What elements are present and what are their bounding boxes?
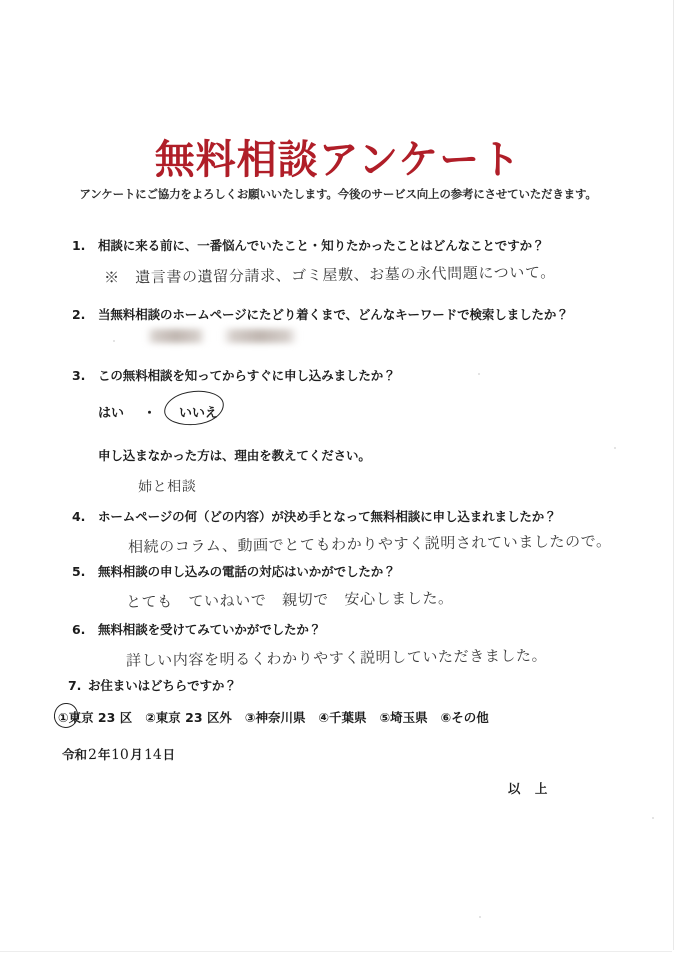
choice-separator: ・ — [143, 406, 157, 421]
question-1-text: 相談に来る前に、一番悩んでいたこと・知りたかったことはどんなことですか？ — [98, 238, 545, 253]
option-chiba[interactable] — [318, 708, 366, 726]
option-kanagawa[interactable] — [245, 708, 306, 726]
scan-speck — [652, 817, 654, 819]
date-day-value: 14 — [143, 746, 162, 764]
scan-speck — [614, 447, 616, 449]
page-subtitle: アンケートにご協力をよろしくお願いいたします。今後のサービス向上の参考にさせていただきます。 — [79, 187, 597, 201]
question-2-text: 当無料相談のホームページにたどり着くまで、どんなキーワードで検索しましたか？ — [98, 307, 569, 322]
question-6 — [72, 620, 321, 638]
question-6-answer: 詳しい内容を明るくわかりやすく説明していただきました。 — [125, 646, 548, 670]
option-label: ⑥その他 — [440, 710, 489, 725]
question-3-answer: 姉と相談 — [137, 478, 197, 496]
question-1-number: 1. — [72, 238, 86, 253]
question-2-number: 2. — [72, 307, 86, 322]
question-7-number: 7. — [68, 678, 82, 693]
question-4-text: ホームページの何（どの内容）が決め手となって無料相談に申し込まれましたか？ — [98, 509, 557, 524]
question-5-text: 無料相談の申し込みの電話の対応はいかがでしたか？ — [98, 564, 396, 579]
option-label: ①東京 23 区 — [58, 710, 133, 725]
date-line — [62, 745, 175, 763]
redaction-block — [146, 329, 206, 343]
scan-speck — [478, 373, 480, 375]
closing-mark: 以 上 — [508, 781, 553, 796]
scan-speck — [479, 916, 481, 918]
page-title: 無料相談アンケート — [154, 137, 522, 183]
date-day-unit: 日 — [162, 747, 176, 762]
question-4-answer: 相続のコラム、動画でとてもわかりやすく説明されていましたので。 — [127, 532, 612, 556]
question-7-options — [58, 708, 489, 726]
choice-no-label: いいえ — [179, 406, 219, 421]
option-tokyo-outside-23ku[interactable] — [145, 708, 232, 726]
option-label: ②東京 23 区外 — [145, 710, 232, 725]
question-2 — [72, 305, 569, 323]
option-other[interactable] — [441, 708, 489, 726]
question-3-number: 3. — [72, 368, 86, 383]
question-7-text: お住まいはどちらですか？ — [88, 678, 237, 693]
date-year-value: 2 — [87, 746, 98, 764]
question-2-answer-redacted — [146, 329, 298, 343]
option-label: ⑤埼玉県 — [379, 710, 428, 725]
question-1-answer: ※ 遺言書の遺留分請求、ゴミ屋敷、お墓の永代問題について。 — [103, 263, 556, 287]
scan-edge-bottom — [0, 951, 672, 952]
redaction-block — [222, 329, 298, 343]
question-4-number: 4. — [72, 509, 86, 524]
question-6-number: 6. — [72, 622, 86, 637]
option-label: ③神奈川県 — [244, 710, 306, 725]
question-7 — [68, 676, 237, 694]
question-4 — [72, 507, 557, 525]
question-6-text: 無料相談を受けてみていかがでしたか？ — [98, 622, 322, 637]
date-year-unit: 年 — [97, 747, 111, 762]
option-label: ④千葉県 — [318, 710, 367, 725]
date-month-unit: 月 — [130, 747, 143, 762]
question-5-number: 5. — [72, 564, 86, 579]
question-3-sub-question: 申し込まなかった方は、理由を教えてください。 — [98, 448, 371, 463]
scan-speck — [113, 340, 115, 342]
question-3-choices — [98, 400, 224, 423]
question-1 — [72, 236, 544, 254]
option-tokyo-23ku-selected[interactable] — [58, 708, 132, 726]
choice-yes[interactable]: はい — [98, 406, 125, 421]
date-era: 令和 — [62, 747, 88, 762]
date-month-value: 10 — [111, 746, 130, 764]
question-5-answer: とても ていねいで 親切で 安心しました。 — [125, 588, 454, 612]
choice-no-selected[interactable] — [173, 400, 224, 423]
option-saitama[interactable] — [380, 708, 428, 726]
question-3-text: この無料相談を知ってからすぐに申し込みましたか？ — [98, 368, 396, 383]
question-3 — [72, 366, 396, 384]
question-5 — [72, 562, 396, 580]
